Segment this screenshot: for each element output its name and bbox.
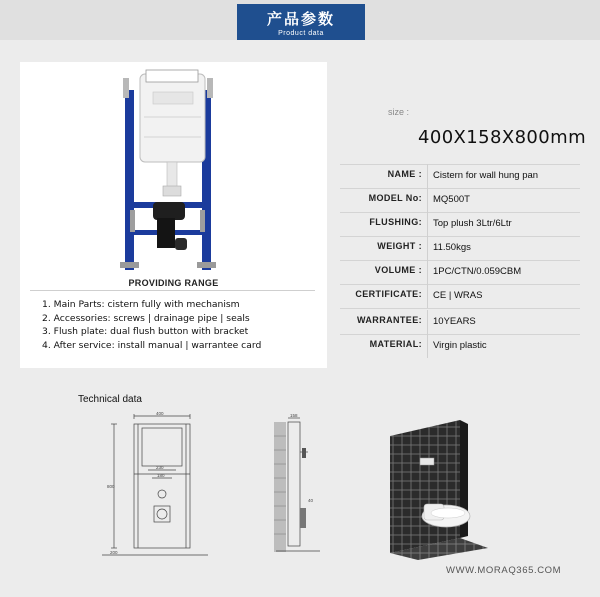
spec-separator [427, 260, 428, 284]
spec-value: MQ500T [433, 194, 470, 205]
spec-value: 1PC/CTN/0.059CBM [433, 266, 522, 277]
spec-value: CE | WRAS [433, 290, 483, 301]
spec-row-name [340, 164, 580, 188]
spec-label: MATERIAL: [369, 339, 422, 349]
spec-row-volume [340, 260, 580, 284]
product-image [20, 62, 327, 272]
spec-label: NAME : [387, 169, 422, 179]
spec-value: 11.50kgs [433, 242, 471, 253]
product-panel [20, 62, 327, 368]
spec-label: WEIGHT : [377, 241, 422, 251]
spec-label: VOLUME : [374, 265, 422, 275]
dim-height-label: 800 [107, 484, 115, 489]
website-url[interactable]: WWW.MORAQ365.COM [446, 565, 562, 576]
installed-render [384, 418, 494, 560]
spec-label: CERTIFICATE: [355, 289, 422, 299]
spec-label: FLUSHING: [369, 217, 422, 227]
spec-value: Cistern for wall hung pan [433, 170, 539, 181]
providing-list [42, 298, 261, 352]
providing-item: 3. Flush plate: dual flush button with bracket [42, 326, 249, 337]
size-value: 400X158X800mm [418, 127, 586, 148]
dim-180-label: 180 [157, 473, 165, 478]
dim-200-label: 200 [110, 550, 118, 555]
spec-label: WARRANTEE: [357, 315, 422, 325]
spec-value: Top plush 3Ltr/6Ltr [433, 218, 512, 229]
dim-158-label: 158 [290, 413, 298, 418]
spec-label: MODEL No: [368, 193, 422, 203]
spec-value: 10YEARS [433, 316, 476, 327]
spec-row-certificate [340, 284, 580, 308]
providing-range-title: PROVIDING RANGE [128, 278, 219, 288]
spec-separator [427, 236, 428, 260]
spec-row-material [340, 334, 580, 358]
spec-row-warrantee [340, 310, 580, 334]
spec-separator [427, 164, 428, 188]
spec-separator [427, 284, 428, 308]
spec-value: Virgin plastic [433, 340, 487, 351]
providing-item: 2. Accessories: screws | drainage pipe | seals [42, 312, 250, 324]
providing-item: 4. After service: install manual | warrantee card [42, 339, 262, 351]
spec-divider [340, 308, 580, 309]
side-view-drawing [272, 412, 332, 554]
front-view-drawing [98, 412, 220, 564]
dim-230-label: 230 [156, 465, 164, 470]
dim-40-label: 40 [308, 498, 314, 503]
spec-separator [427, 212, 428, 236]
spec-row-model [340, 188, 580, 212]
section-title: 产品参数 [266, 10, 335, 28]
spec-separator [427, 334, 428, 358]
providing-divider [30, 290, 315, 291]
technical-data-label: Technical data [78, 394, 142, 405]
dim-width-label: 400 [156, 412, 164, 416]
section-subtitle: Product data [278, 30, 324, 37]
spec-row-weight [340, 236, 580, 260]
spec-row-flushing [340, 212, 580, 236]
section-title-box [237, 4, 365, 40]
size-label: size : [388, 107, 410, 117]
spec-separator [427, 188, 428, 212]
providing-item: 1. Main Parts: cistern fully with mechanism [42, 299, 240, 310]
spec-separator [427, 310, 428, 334]
